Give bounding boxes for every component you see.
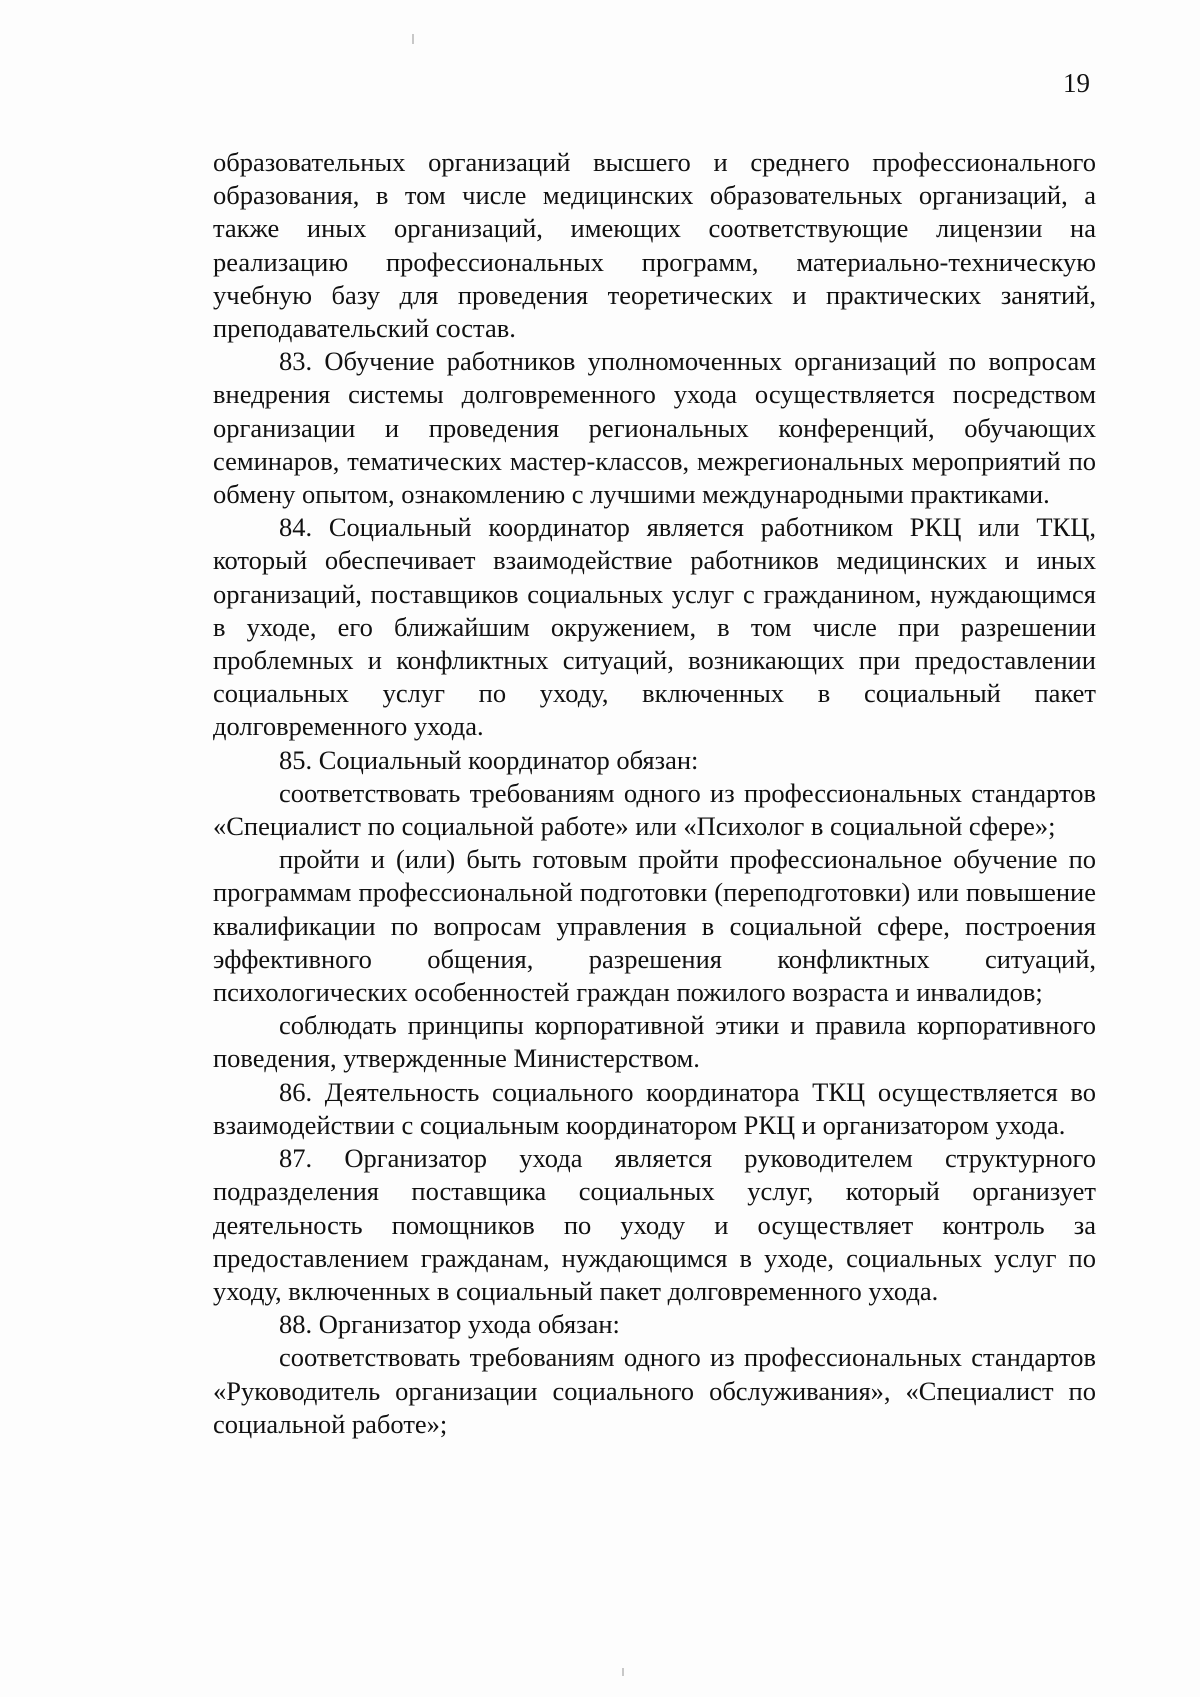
paragraph-88: 88. Организатор ухода обязан: xyxy=(279,1309,620,1340)
document-body xyxy=(213,146,1096,1441)
paragraph-86: 86. Деятельность социального координатора ТКЦ осуществляется во взаимодействии с социальным координатором РКЦ и организатором ухода. xyxy=(213,1076,1096,1140)
paragraph-84: 84. Социальный координатор является работником РКЦ или ТКЦ, который обеспечивает взаимодействие работников медицинских и иных организаций, поставщиков социальных услуг с гражданином, нуждающимся в уходе, его ближайшим окружением, в том числе при разрешении проблемных и конфликтных ситуаций, возникающих при предоставлении социальных услуг по уходу, включенных в социальный пакет долговременного ухода. xyxy=(213,512,1096,742)
paragraph-85-item-1: соответствовать требованиям одного из профессиональных стандартов «Специалист по социальной работе» или «Психолог в социальной сфере»; xyxy=(213,777,1096,842)
scan-artifact xyxy=(412,34,414,44)
paragraph-85: 85. Социальный координатор обязан: xyxy=(279,744,699,775)
paragraph-continuation: образовательных организаций высшего и среднего профессионального образования, в том числе медицинских образовательных организаций, а также иных организаций, имеющих соответствующие лицензии на реализацию профессиональных программ, материально-техническую учебную базу для проведения теоретических и практических занятий, преподавательский состав. xyxy=(213,147,1096,344)
page-number: 19 xyxy=(1063,68,1090,98)
paragraph-85-item-3: соблюдать принципы корпоративной этики и правила корпоративного поведения, утвержденные Министерством. xyxy=(213,1010,1096,1074)
scan-artifact xyxy=(622,1668,624,1676)
paragraph-85-item-2: пройти и (или) быть готовым пройти профессиональное обучение по программам профессиональной подготовки (переподготовки) или повышение квалификации по вопросам управления в социальной сфере, построения эффективного общения, разрешения конфликтных ситуаций, психологических особенностей граждан пожилого возраста и инвалидов; xyxy=(213,844,1096,1008)
paragraph-88-item-1: соответствовать требованиям одного из профессиональных стандартов «Руководитель организации социального обслуживания», «Специалист по социальной работе»; xyxy=(213,1342,1096,1439)
paragraph-83: 83. Обучение работников уполномоченных организаций по вопросам внедрения системы долговременного ухода осуществляется посредством организации и проведения региональных конференций, обучающих семинаров, тематических мастер-классов, межрегиональных мероприятий по обмену опытом, ознакомлению с лучшими международными практиками. xyxy=(213,346,1096,510)
paragraph-87: 87. Организатор ухода является руководителем структурного подразделения поставщика социальных услуг, который организует деятельность помощников по уходу и осуществляет контроль за предоставлением гражданам, нуждающимся в уходе, социальных услуг по уходу, включенных в социальный пакет долговременного ухода. xyxy=(213,1143,1096,1306)
